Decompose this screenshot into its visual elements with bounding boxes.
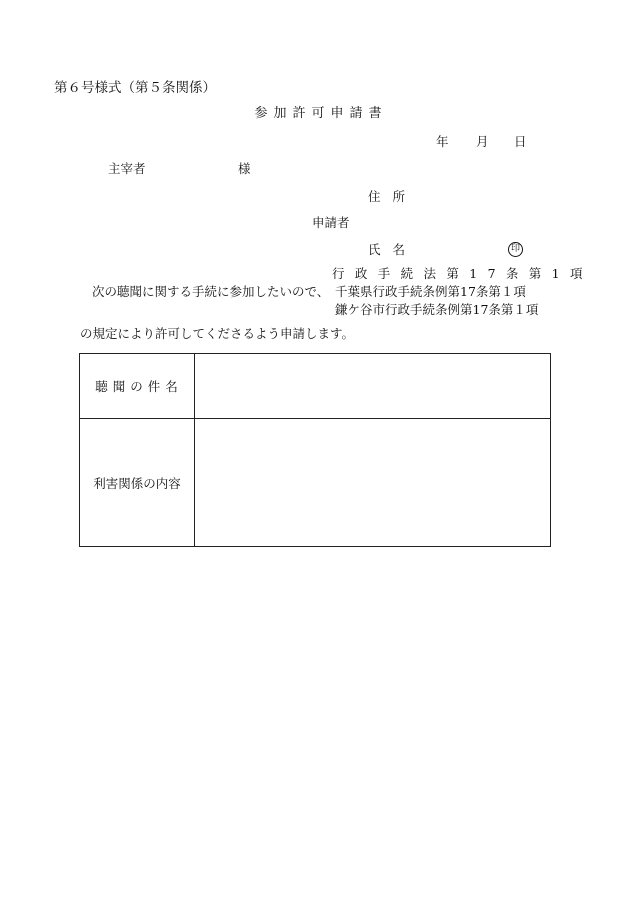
hearing-subject-label-text: 聴聞の件名 <box>95 379 183 394</box>
law-option-prefecture: 千葉県行政手続条例第17条第１項 <box>335 284 526 299</box>
law-option-national: 行 政 手 続 法 第 1 7 条 第 1 項 <box>332 266 586 281</box>
applicant-label: 申請者 <box>312 215 350 230</box>
date-day: 日 <box>514 134 527 149</box>
date-year: 年 <box>436 134 449 149</box>
organizer-label: 主宰者 <box>108 161 146 176</box>
date-month: 月 <box>476 134 489 149</box>
honorific: 様 <box>238 161 251 176</box>
form-number: 第６号様式（第５条関係） <box>54 80 216 96</box>
interest-content-field[interactable] <box>195 419 551 547</box>
address-label: 住所 <box>368 189 418 204</box>
table-row <box>80 354 551 419</box>
hearing-subject-label <box>80 354 195 419</box>
table-row <box>80 419 551 547</box>
application-table <box>79 353 551 547</box>
name-label: 氏名 <box>368 242 418 257</box>
document-title: 参加許可申請書 <box>254 106 388 121</box>
body-suffix: の規定により許可してくださるよう申請します。 <box>80 326 355 341</box>
hearing-subject-field[interactable] <box>195 354 551 419</box>
interest-content-label: 利害関係の内容 <box>80 419 195 547</box>
seal-icon: 印 <box>508 242 523 257</box>
body-prefix: 次の聴聞に関する手続に参加したいので、 <box>92 284 330 299</box>
law-option-city: 鎌ケ谷市行政手続条例第17条第１項 <box>335 302 539 317</box>
